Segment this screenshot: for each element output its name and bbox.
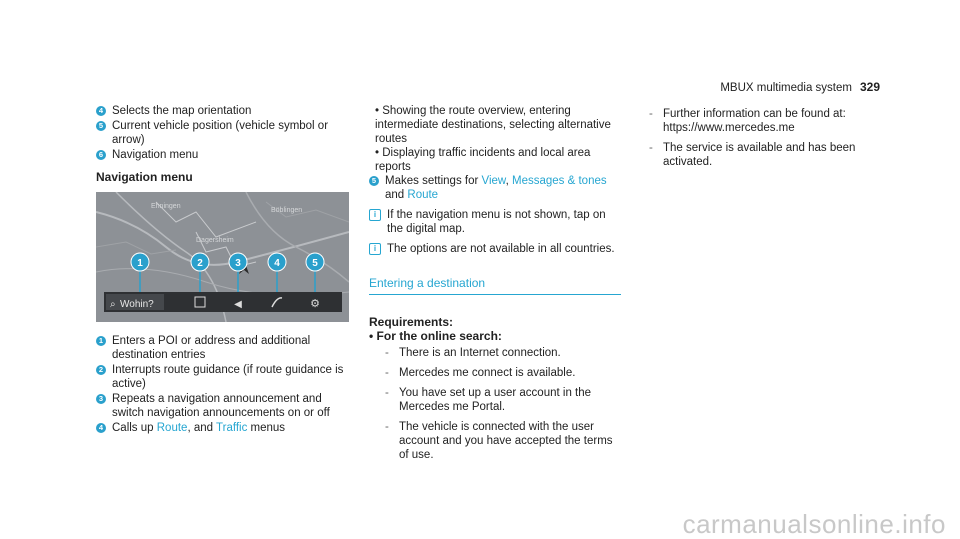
item-text: Selects the map orientation [112,105,252,117]
callout-number: 3 [96,394,106,404]
column-middle [369,104,621,468]
map-town-label: Böblingen [271,207,303,214]
header-title: MBUX multimedia system [720,82,852,94]
info-icon: i [369,243,381,255]
list-item [96,119,351,147]
requirement-item [369,420,621,462]
dash-marker: - [385,421,389,433]
item-text: Current vehicle position (vehicle symbol or arrow) [112,120,329,146]
requirement-text: You have set up a user account in the Mercedes me Portal. [399,387,592,413]
item-text [112,421,285,435]
route-link[interactable]: Route [407,189,439,201]
column-right [645,104,895,175]
route-link[interactable]: Route [156,422,188,434]
info-item [645,141,895,169]
text-fragment: Calls up [112,422,157,434]
info-item-text: Further information can be found at: https://www.mercedes.me [663,108,846,134]
speaker-icon: ◀ [234,299,242,310]
view-link[interactable]: View [481,175,506,187]
requirement-text: Mercedes me connect is available. [399,367,576,379]
callout-3: 3 [235,258,241,269]
callout-4: 4 [274,258,280,269]
column-left [96,104,351,436]
text-fragment: , [505,175,512,187]
page-number: 329 [859,80,880,94]
callout-number: 4 [96,106,106,116]
text-fragment: Makes settings for [385,175,482,187]
callout-1: 1 [137,258,143,269]
dash-marker: - [649,142,653,154]
callout-number: 5 [369,176,379,186]
list-item [96,148,351,162]
callout-number: 6 [96,150,106,160]
list-item [96,421,351,435]
requirement-text: The vehicle is connected with the user account and you have accepted the terms of use. [399,421,613,461]
list-item [96,334,351,362]
list-item [96,104,351,118]
dash-marker: - [385,367,389,379]
bullet-item: • Showing the route overview, entering intermediate destinations, selecting alternative routes [375,105,611,145]
info-item [645,107,895,135]
search-label: Wohin? [120,299,154,310]
dash-marker: - [385,387,389,399]
item-text [385,174,621,202]
navigation-map-image [96,192,349,322]
list-item [96,392,351,420]
item-text: Navigation menu [112,149,199,161]
info-icon: i [369,209,381,221]
requirement-text: There is an Internet connection. [399,347,561,359]
watermark: carmanualsonline.info [682,509,946,539]
info-note [369,208,621,236]
map-town-label: Dagersheim [196,237,234,244]
info-text: If the navigation menu is not shown, tap on the digital map. [387,209,606,235]
callout-number: 2 [96,365,106,375]
messages-tones-link[interactable]: Messages & tones [512,175,607,187]
map-town-label: Ehningen [151,203,181,210]
callout-number: 5 [96,121,106,131]
text-fragment: and [385,189,408,201]
requirements-heading: Requirements: [369,315,454,329]
text-fragment: menus [247,422,286,434]
info-item-text: The service is available and has been activated. [663,142,856,168]
item-text: Repeats a navigation announcement and switch navigation announcements on or off [112,393,330,419]
requirement-item [369,386,621,414]
page-header [720,80,880,95]
callout-number: 4 [96,423,106,433]
section-title: Entering a destination [369,276,621,295]
list-item [369,174,621,202]
bullet-item: • Displaying traffic incidents and local area reports [375,147,591,173]
gear-icon: ⚙ [310,297,320,310]
online-search-heading: • For the online search: [369,329,502,343]
requirement-item [369,366,621,380]
list-item [96,363,351,391]
dash-marker: - [385,347,389,359]
callout-2: 2 [197,258,203,269]
search-icon: ⌕ [110,299,116,310]
item-text: Enters a POI or address and additional destination entries [112,335,311,361]
text-fragment: , and [187,422,217,434]
section-heading: Navigation menu [96,170,193,184]
item-text: Interrupts route guidance (if route guidance is active) [112,364,344,390]
requirement-item [369,346,621,360]
info-text: The options are not available in all countries. [387,243,615,255]
traffic-link[interactable]: Traffic [216,422,248,434]
callout-5: 5 [312,258,318,269]
info-note [369,242,621,256]
map-graphic [96,192,349,322]
callout-number: 1 [96,336,106,346]
dash-marker: - [649,108,653,120]
